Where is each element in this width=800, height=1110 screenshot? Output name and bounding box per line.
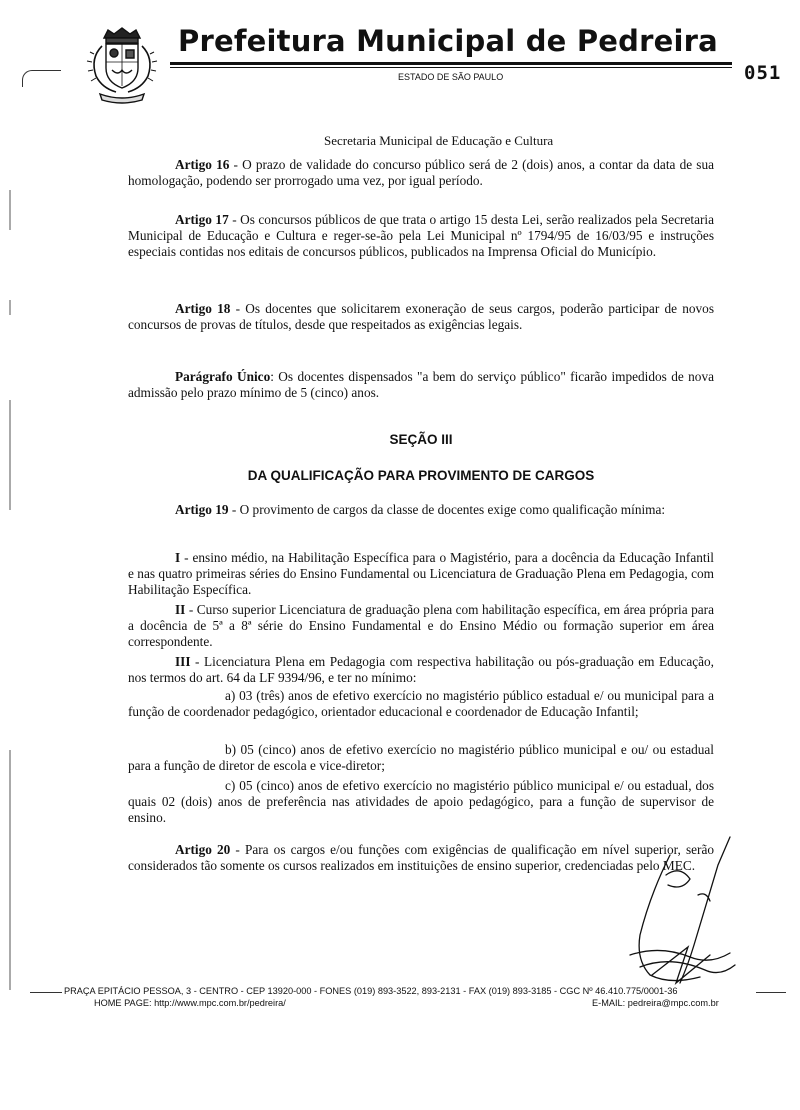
article-19-item-1 (128, 550, 714, 599)
margin-binding-marks (6, 190, 14, 990)
article-19-item-2 (128, 602, 714, 651)
item-1-text: - ensino médio, na Habilitação Específica para o Magistério, para a docência da Educação Infantil e nas quatro primeiras séries do Ensino Fundamental ou Licenciatura de Graduação Plena em Pedagogia, com Habilitação Específica. (128, 550, 714, 598)
item-3-text: - Licenciatura Plena em Pedagogia com respectiva habilitação ou pós-graduação em Educação, nos termos do art. 64 da LF 9394/96, e ter no mínimo: (128, 654, 714, 686)
header-rule (170, 62, 732, 65)
handwritten-signature-icon (610, 835, 750, 990)
article-19-text: - O provimento de cargos da classe de docentes exige como qualificação mínima: (228, 502, 666, 517)
item-2-label: II (175, 602, 186, 617)
article-20-text: - Para os cargos e/ou funções com exigências de qualificação em nível superior, serão considerados tão somente os cursos realizados em instituições de ensino superior, credenciadas pelo MEC. (128, 842, 715, 874)
item-3-label: III (175, 654, 191, 669)
footer-address: PRAÇA EPITÁCIO PESSOA, 3 - CENTRO - CEP 13920-000 - FONES (019) 893-3522, 893-2131 - FAX (019) 893-3185 - CGC Nº 46.410.775/0001-36 (64, 986, 678, 996)
paragrafo-unico-text: : Os docentes dispensados "a bem do serviço público" ficarão impedidos de nova admissão pelo prazo mínimo de 5 (cinco) anos. (128, 369, 715, 401)
article-16-label: Artigo 16 (175, 157, 230, 172)
page-number: 051 (744, 62, 782, 84)
footer-rule-right (756, 992, 786, 993)
section-subtitle: DA QUALIFICAÇÃO PARA PROVIMENTO DE CARGOS (247, 468, 595, 483)
footer-rule-left (30, 992, 62, 993)
article-20-label: Artigo 20 (175, 842, 231, 857)
item-2-text: - Curso superior Licenciatura de graduação plena com habilitação específica, em área própria para a docência de 5ª a 8ª série do Ensino Fundamental e do Ensino Médio ou formação superior em área correspondente. (128, 602, 714, 650)
article-17-label: Artigo 17 (175, 212, 229, 227)
footer-homepage-link[interactable]: HOME PAGE: http://www.mpc.com.br/pedreira/ (94, 998, 286, 1008)
header-rule-thin (170, 67, 732, 68)
article-19-item-3 (128, 654, 714, 686)
article-19-sub-c: c) 05 (cinco) anos de efetivo exercício no magistério público municipal e/ ou estadual, dos quais 02 (dois) anos de preferência nas atividades de apoio pedagógico, para a função de supervisor de ensino. (128, 778, 714, 826)
article-19-sub-b: b) 05 (cinco) anos de efetivo exercício no magistério público municipal e ou/ ou estadual para a função de diretor de escola e vice-diretor; (128, 742, 714, 774)
paragrafo-unico (128, 369, 714, 401)
section-title: SEÇÃO III (389, 432, 453, 447)
state-line: ESTADO DE SÃO PAULO (398, 72, 504, 82)
municipal-coat-of-arms-icon (82, 24, 162, 104)
item-1-label: I (175, 550, 181, 565)
article-18-label: Artigo 18 (175, 301, 231, 316)
article-19-sub-a: a) 03 (três) anos de efetivo exercício no magistério público estadual e/ ou municipal para a função de coordenador pedagógico, orientador educacional e coordenador de Educação Infantil; (128, 688, 714, 720)
article-19-label: Artigo 19 (175, 502, 229, 517)
footer-email-link[interactable]: E-MAIL: pedreira@mpc.com.br (592, 998, 719, 1008)
article-19 (128, 502, 714, 518)
margin-bracket (22, 70, 61, 87)
department-heading: Secretaria Municipal de Educação e Cultura (324, 133, 554, 148)
article-17-text: - Os concursos públicos de que trata o artigo 15 desta Lei, serão realizados pela Secretaria Municipal de Educação e Cultura e reger-se-ão pela Lei Municipal nº 1794/95 de 16/03/95 e instruções especiais contidas nos editais de concursos públicos, publicados na Imprensa Oficial do Município. (128, 212, 714, 260)
org-title: Prefeitura Municipal de Pedreira (178, 24, 718, 58)
paragrafo-unico-label: Parágrafo Único (175, 369, 271, 384)
article-16-text: - O prazo de validade do concurso público será de 2 (dois) anos, a contar da data de sua homologação, podendo ser prorrogado uma vez, por igual período. (128, 157, 714, 189)
article-18 (128, 301, 714, 333)
article-17 (128, 212, 714, 261)
article-16 (128, 157, 714, 189)
article-18-text: - Os docentes que solicitarem exoneração de seus cargos, poderão participar de novos concursos de provas de títulos, desde que respeitados as exigências legais. (128, 301, 714, 333)
